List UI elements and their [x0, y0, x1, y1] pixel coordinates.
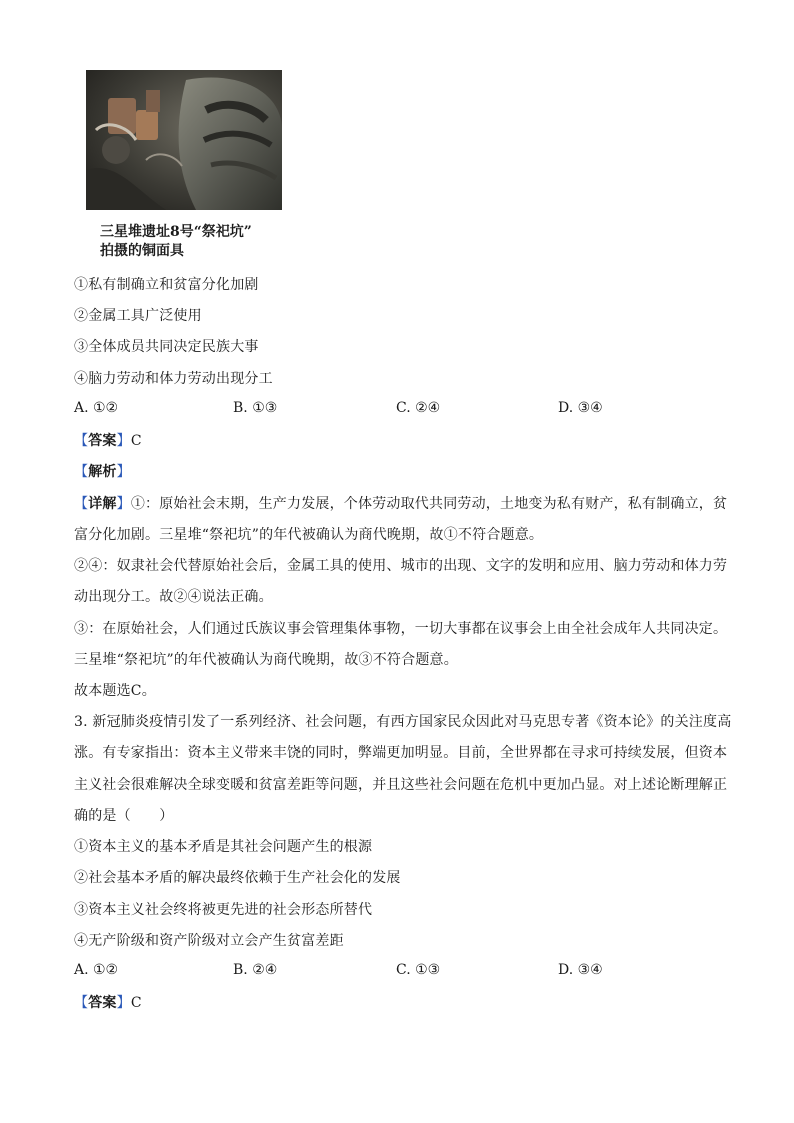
q2-analysis-heading: 【解析】: [74, 464, 131, 480]
q2-option-b: B. ①③: [233, 400, 278, 416]
q3-option-b: B. ②④: [233, 962, 278, 978]
q2-detail-line-4: 动出现分工。故②④说法正确。: [74, 589, 273, 605]
q3-stem-line-2: 涨。有专家指出：资本主义带来丰饶的同时，弊端更加明显。目前，全世界都在寻求可持续发展，但资本: [74, 745, 728, 761]
q3-option-a: A. ①②: [74, 962, 119, 978]
q3-statement-1: ①资本主义的基本矛盾是其社会问题产生的根源: [74, 839, 373, 855]
figure-caption-line2: 拍摄的铜面具: [100, 243, 184, 259]
q2-option-a: A. ①②: [74, 400, 119, 416]
q2-statement-4: ④脑力劳动和体力劳动出现分工: [74, 371, 273, 387]
bronze-mask-image: [86, 70, 282, 210]
answer-label: 答案: [88, 433, 117, 449]
q2-statement-2: ②金属工具广泛使用: [74, 308, 202, 324]
q2-detail-line-3: ②④：奴隶社会代替原始社会后，金属工具的使用、城市的出现、文字的发明和应用、脑力劳动和体力劳: [74, 558, 728, 574]
analysis-label: 解析: [88, 464, 117, 480]
q2-detail-line-6: 三星堆“祭祀坑”的年代被确认为商代晚期，故③不符合题意。: [74, 652, 458, 668]
detail-text: ①：原始社会末期，生产力发展，个体劳动取代共同劳动，土地变为私有财产，私有制确立，贫: [130, 496, 728, 512]
q3-stem-line-1: 3. 新冠肺炎疫情引发了一系列经济、社会问题，有西方国家民众因此对马克思专著《资本论》的关注度高: [74, 714, 732, 730]
q2-statement-1: ①私有制确立和贫富分化加剧: [74, 277, 259, 293]
q2-option-c: C. ②④: [396, 400, 441, 416]
q2-detail-line-1: 【详解】①：原始社会末期，生产力发展，个体劳动取代共同劳动，土地变为私有财产，私有制确立，贫: [74, 496, 728, 512]
q3-statement-4: ④无产阶级和资产阶级对立会产生贫富差距: [74, 933, 344, 949]
q2-option-d: D. ③④: [558, 400, 603, 416]
q2-detail-line-7: 故本题选C。: [74, 683, 156, 699]
q3-option-c: C. ①③: [396, 962, 441, 978]
q2-detail-line-5: ③：在原始社会，人们通过氏族议事会管理集体事物，一切大事都在议事会上由全社会成年人共同决定。: [74, 621, 728, 637]
q3-answer: 【答案】C: [74, 995, 142, 1011]
detail-label: 详解: [88, 496, 117, 512]
answer-value: C: [130, 433, 142, 449]
figure-caption-line1: 三星堆遗址8号“祭祀坑”: [100, 224, 252, 240]
bronze-mask-photo: [86, 70, 282, 210]
q2-statement-3: ③全体成员共同决定民族大事: [74, 339, 259, 355]
q2-answer: 【答案】C: [74, 433, 142, 449]
q3-option-d: D. ③④: [558, 962, 603, 978]
answer-label: 答案: [88, 995, 117, 1011]
q3-stem-line-4: 确的是（ ）: [74, 808, 174, 824]
q3-statement-2: ②社会基本矛盾的解决最终依赖于生产社会化的发展: [74, 870, 401, 886]
q3-stem-line-3: 主义社会很难解决全球变暖和贫富差距等问题，并且这些社会问题在危机中更加凸显。对上述论断理解正: [74, 777, 728, 793]
answer-value: C: [130, 995, 142, 1011]
q2-detail-line-2: 富分化加剧。三星堆“祭祀坑”的年代被确认为商代晚期，故①不符合题意。: [74, 527, 544, 543]
q3-statement-3: ③资本主义社会终将被更先进的社会形态所替代: [74, 902, 373, 918]
